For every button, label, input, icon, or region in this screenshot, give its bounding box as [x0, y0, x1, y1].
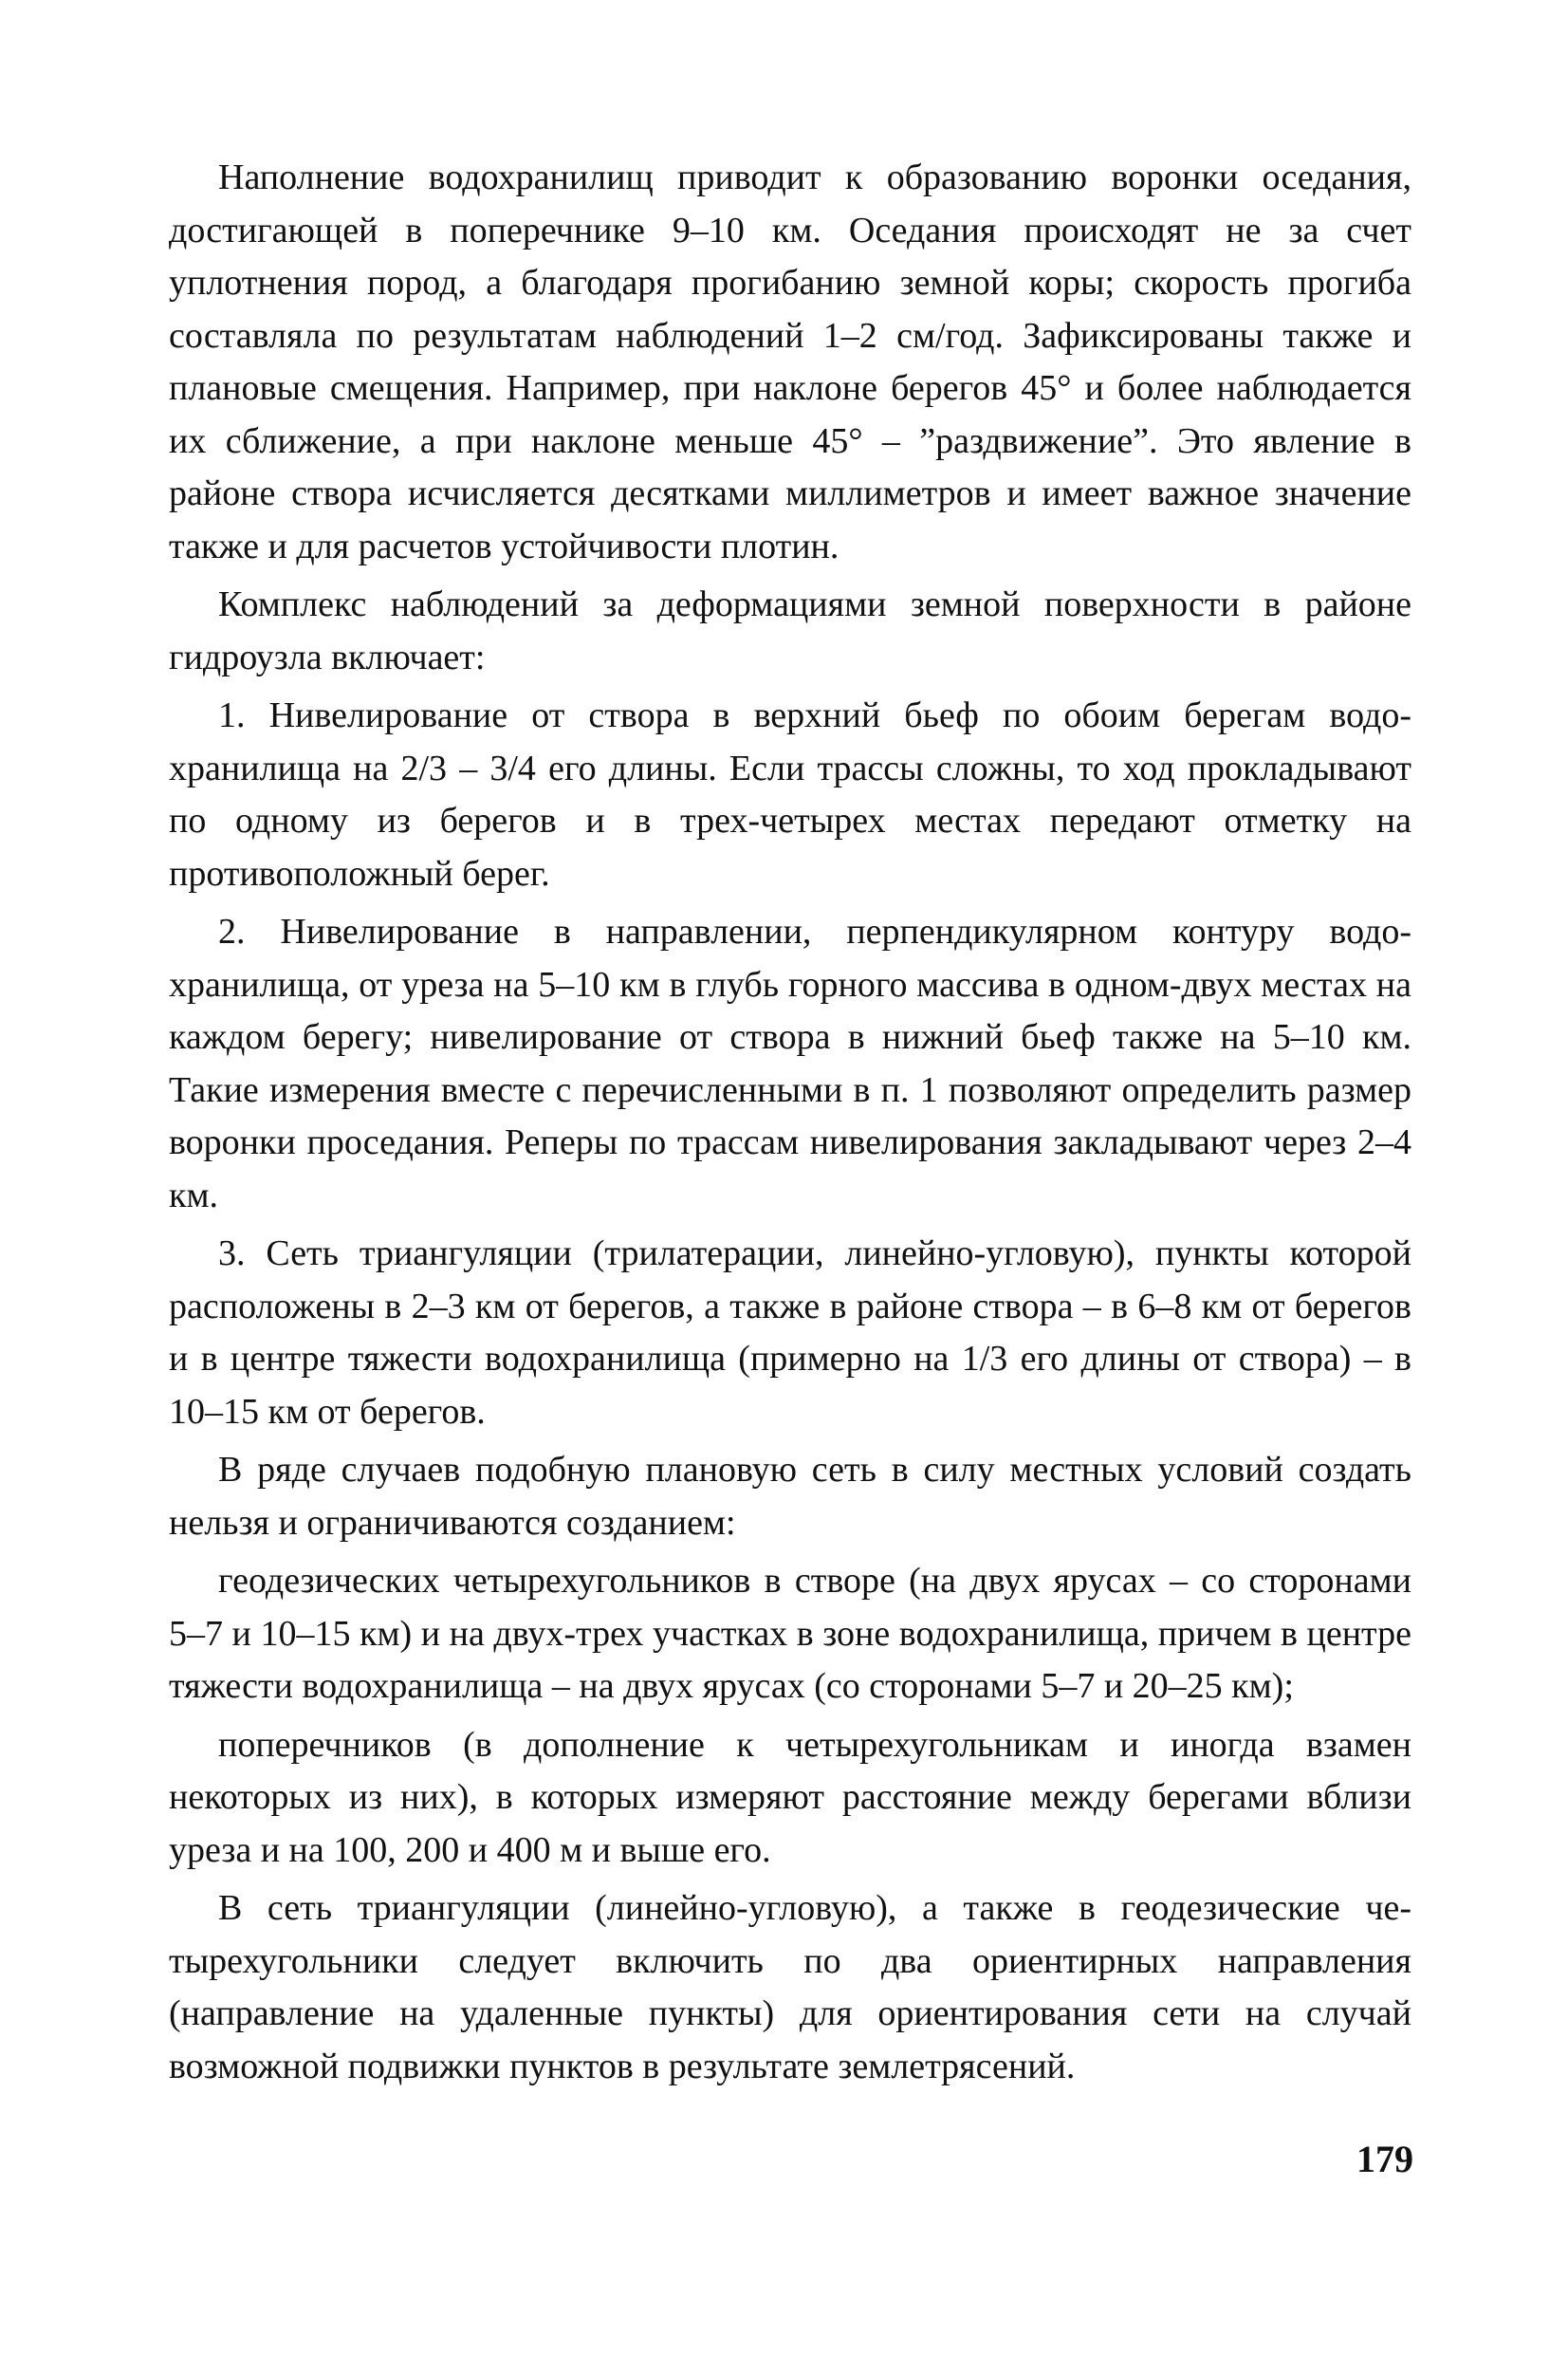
- page-body: [169, 152, 1411, 2099]
- page-number: 179: [1356, 2138, 1413, 2180]
- paragraph-5: поперечников (в дополнение к четырехугольникам и иногда взамен некоторых из них), в которых измеряют расстояние между берегами вблизи уреза и на 100, 200 и 400 м и выше его.: [169, 1724, 1411, 1870]
- paragraph-3: В ряде случаев подобную плановую сеть в силу местных условий создать нельзя и ограничиваются созданием:: [169, 1450, 1411, 1543]
- paragraph-2: Комплекс наблюдений за деформациями земной поверхности в районе гидроузла включает:: [169, 584, 1411, 677]
- list-item-1: 1. Нивелирование от створа в верхний бьеф по обоим берегам водохранилища на 2/3 – 3/4 его длины. Если трассы сложны, то ход прокладывают по одному из берегов и в трех-четырех местах передают отметку на противоположный берег.: [169, 695, 1411, 894]
- paragraph-6: В сеть триангуляции (линейно-угловую), а также в геодезические четырехугольники следует включить по два ориентирных направления (направление на удаленные пункты) для ориентирования сети на случай возможной подвижки пунктов в результате землетрясений.: [169, 1888, 1411, 2086]
- list-item-3: 3. Сеть триангуляции (трилатерации, линейно-угловую), пункты которой расположены в 2–3 км от берегов, а также в районе створа – в 6–8 км от берегов и в центре тяжести водохранилища (примерно на 1/3 его длины от створа) – в 10–15 км от берегов.: [169, 1233, 1411, 1432]
- paragraph-4: геодезических четырехугольников в створе (на двух ярусах – со сторонами 5–7 и 10–15 км) и на двух-трех участках в зоне водохранилища, причем в центре тяжести водохранилища – на двух ярусах (со сторонами 5–7 и 20–25 км);: [169, 1561, 1411, 1706]
- paragraph-1: Наполнение водохранилищ приводит к образованию воронки оседания, достигающей в поперечнике 9–10 км. Оседания происходят не за счет уплотнения пород, а благодаря прогибанию земной коры; скорость прогиба составляла по результатам наблюдений 1–2 см/год. Зафиксированы также и плановые смещения. Например, при наклоне берегов 45° и более наблюдается их сближение, а при наклоне меньше 45° – ”раздвижение”. Это явление в районе створа исчисляется десятками миллиметров и имеет важное значение также и для расчетов устойчивости плотин.: [169, 157, 1411, 566]
- list-item-2: 2. Нивелирование в направлении, перпендикулярном контуру водохранилища, от уреза на 5–10 км в глубь горного массива в одном-двух местах на каждом берегу; нивелирование от створа в нижний бьеф также на 5–10 км. Такие измерения вместе с перечисленными в п. 1 позволяют определить размер воронки проседания. Реперы по трассам нивелирования закладывают через 2–4 км.: [169, 912, 1411, 1215]
